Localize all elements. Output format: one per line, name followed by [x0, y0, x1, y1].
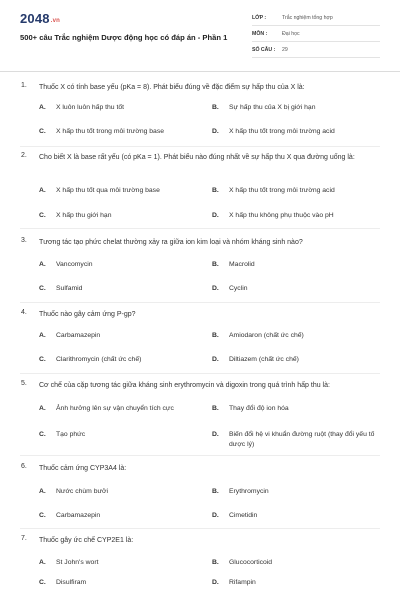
- question-separator: [20, 146, 380, 147]
- answer-option-b[interactable]: [212, 186, 380, 208]
- document-header: [0, 0, 400, 62]
- question-separator: [20, 373, 380, 374]
- option-letter: C.: [39, 579, 46, 586]
- option-letter: D.: [212, 212, 219, 219]
- answer-option-a[interactable]: [39, 404, 207, 426]
- answer-option-d[interactable]: [212, 430, 380, 452]
- option-text: Sulfamid: [56, 285, 83, 292]
- header-divider: [0, 71, 400, 72]
- option-letter: D.: [212, 579, 219, 586]
- answer-option-c[interactable]: [39, 211, 207, 233]
- answer-option-a[interactable]: [39, 558, 207, 580]
- option-letter: D.: [212, 128, 219, 135]
- option-text: X hấp thu tốt trong môi trường acid: [229, 187, 335, 194]
- answer-option-b[interactable]: [212, 331, 380, 353]
- answer-option-a[interactable]: [39, 103, 207, 125]
- question-number: 1.: [21, 82, 27, 89]
- option-letter: A.: [39, 104, 46, 111]
- meta-subject-label: MÔN :: [252, 31, 268, 37]
- option-letter: C.: [39, 512, 46, 519]
- question-text: Thuốc cảm ứng CYP3A4 là:: [39, 465, 127, 472]
- option-text: Carbamazepin: [56, 332, 101, 339]
- question-number: 4.: [21, 309, 27, 316]
- meta-class: [252, 13, 380, 26]
- option-text: X hấp thu giới hạn: [56, 212, 112, 219]
- option-text: Erythromycin: [229, 488, 269, 495]
- option-text: Thay đổi độ ion hóa: [229, 405, 289, 412]
- option-letter: B.: [212, 332, 219, 339]
- option-text: X hấp thu không phụ thuộc vào pH: [229, 212, 334, 219]
- meta-count-label: SỐ CÂU :: [252, 47, 276, 53]
- answer-option-b[interactable]: [212, 404, 380, 426]
- answer-option-d[interactable]: [212, 578, 380, 600]
- question-text: Tương tác tạo phức chelat thường xảy ra giữa ion kim loại và nhóm kháng sinh nào?: [39, 239, 303, 246]
- question-number: 3.: [21, 237, 27, 244]
- option-text: X hấp thu tốt trong môi trường acid: [229, 128, 335, 135]
- question-number: 6.: [21, 463, 27, 470]
- option-text: Glucocorticoid: [229, 559, 273, 566]
- option-letter: A.: [39, 488, 46, 495]
- question-separator: [20, 302, 380, 303]
- option-text: X hấp thu tốt qua môi trường base: [56, 187, 160, 194]
- option-text: Nước chùm bưởi: [56, 488, 109, 495]
- document-title: 500+ câu Trắc nghiệm Dược động học có đáp án - Phần 1: [20, 33, 228, 42]
- meta-class-label: LỚP :: [252, 15, 267, 21]
- question-text: Thuốc nào gây cảm ứng P-gp?: [39, 311, 136, 318]
- question-text: Thuốc X có tính base yếu (pKa = 8). Phát biểu đúng về đặc điểm sự hấp thu của X là:: [39, 84, 305, 91]
- meta-subject-value: Đại học: [282, 31, 300, 37]
- answer-option-c[interactable]: [39, 511, 207, 533]
- meta-count-value: 29: [282, 47, 288, 53]
- option-letter: B.: [212, 405, 219, 412]
- option-text: Vancomycin: [56, 261, 93, 268]
- option-text: X hấp thu tốt trong môi trường base: [56, 128, 165, 135]
- option-letter: C.: [39, 285, 46, 292]
- option-text: Amiodaron (chất ức chế): [229, 332, 304, 339]
- option-letter: A.: [39, 261, 46, 268]
- option-letter: B.: [212, 104, 219, 111]
- question-number: 5.: [21, 380, 27, 387]
- question-number: 2.: [21, 152, 27, 159]
- question-separator: [20, 528, 380, 529]
- option-letter: B.: [212, 261, 219, 268]
- option-letter: C.: [39, 212, 46, 219]
- option-text: St John's wort: [56, 559, 99, 566]
- site-logo[interactable]: 2048.vn: [20, 11, 61, 26]
- option-letter: D.: [212, 356, 219, 363]
- question-text: Thuốc gây ức chế CYP2E1 là:: [39, 537, 134, 544]
- option-text: Clarithromycin (chất ức chế): [56, 356, 142, 363]
- option-letter: C.: [39, 356, 46, 363]
- option-letter: B.: [212, 559, 219, 566]
- meta-subject: [252, 29, 380, 42]
- option-letter: A.: [39, 332, 46, 339]
- option-letter: B.: [212, 488, 219, 495]
- option-text: Biến đổi hệ vi khuẩn đường ruột (thay đổi yếu tố dược lý): [229, 431, 375, 448]
- option-text: Sự hấp thu của X bị giới hạn: [229, 104, 316, 111]
- answer-option-a[interactable]: [39, 260, 207, 282]
- meta-class-value: Trắc nghiệm tổng hợp: [282, 15, 333, 21]
- answer-option-b[interactable]: [212, 103, 380, 125]
- option-text: Macrolid: [229, 261, 255, 268]
- question-text: Cơ chế của cặp tương tác giữa kháng sinh erythromycin và digoxin trong quá trình hấp thu là:: [39, 382, 330, 389]
- answer-option-c[interactable]: [39, 578, 207, 600]
- question-number: 7.: [21, 535, 27, 542]
- option-letter: C.: [39, 431, 46, 438]
- question-separator: [20, 228, 380, 229]
- answer-option-a[interactable]: [39, 487, 207, 509]
- option-letter: D.: [212, 512, 219, 519]
- option-text: Disulfiram: [56, 579, 87, 586]
- option-letter: D.: [212, 285, 219, 292]
- answer-option-b[interactable]: [212, 260, 380, 282]
- answer-option-c[interactable]: [39, 430, 207, 452]
- option-text: Rifampin: [229, 579, 256, 586]
- option-text: Ảnh hưởng lên sự vận chuyển tích cực: [56, 405, 174, 412]
- option-text: Tạo phức: [56, 431, 86, 438]
- meta-count: [252, 45, 380, 58]
- option-letter: A.: [39, 405, 46, 412]
- option-letter: C.: [39, 128, 46, 135]
- option-text: Cyclin: [229, 285, 248, 292]
- answer-option-b[interactable]: [212, 487, 380, 509]
- option-letter: A.: [39, 187, 46, 194]
- question-separator: [20, 455, 380, 456]
- answer-option-a[interactable]: [39, 186, 207, 208]
- option-letter: D.: [212, 431, 219, 438]
- option-text: Carbamazepin: [56, 512, 101, 519]
- answer-option-d[interactable]: [212, 211, 380, 233]
- question-text: Cho biết X là base rất yếu (có pKa = 1). Phát biểu nào đúng nhất về sự hấp thu X qua đường uống là:: [39, 154, 355, 161]
- option-letter: B.: [212, 187, 219, 194]
- answer-option-a[interactable]: [39, 331, 207, 353]
- option-text: Diltiazem (chất ức chế): [229, 356, 299, 363]
- answer-option-b[interactable]: [212, 558, 380, 580]
- option-text: Cimetidin: [229, 512, 258, 519]
- option-text: X luôn luôn hấp thu tốt: [56, 104, 125, 111]
- option-letter: A.: [39, 559, 46, 566]
- answer-option-d[interactable]: [212, 511, 380, 533]
